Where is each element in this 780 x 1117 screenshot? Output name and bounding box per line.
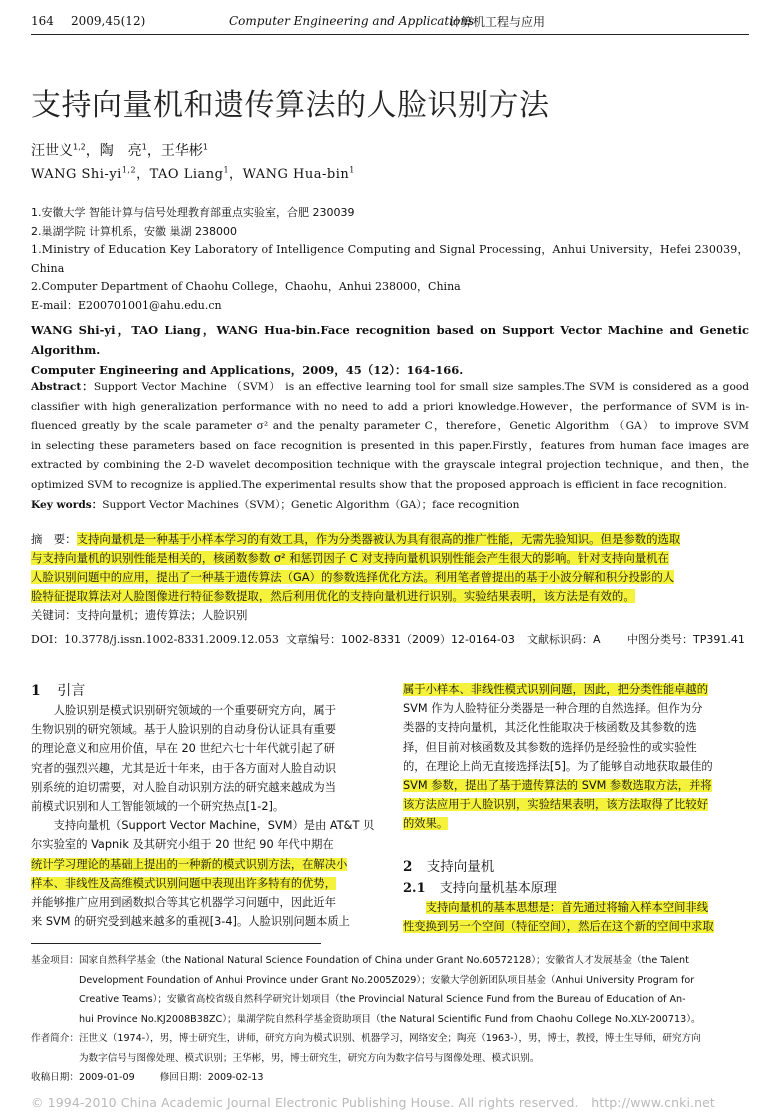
section-1-left-column: 人脸识别是模式识别研究领域的一个重要研究方向，属于 生物识别的研究领域。基于人脸识别的自动身份认证具有重要 的理论意义和应用价值，早在 20 世纪六七十年代就引起了研 究者的强烈兴趣，尤其是近十年来，由于各方面对人脸自动识 别系统的迫切需要，对人脸自动识别方法的研究越来越成为当 前模式识别和人工智能领域的一个研究热点[1-2]。 支持向量机（Support Vector Machine，SVM）是由 AT&T 贝 尔实验室的 Vapnik 及其研究小组于 20 世纪 90 年代中期在 统计学习理论的基础上提出的一种新的模式识别方法，在解决小 样本、非线性及高维模式识别问题中表现出许多特有的优势， 并能够推广应用到函数拟合等其它机器学习问题中，因此近年 来 SVM 的研究受到越来越多的重视[3-4]。人脸识别问题本质上 [31,704,375,929]
abstract-cn: 摘 要：支持向量机是一种基于小样本学习的有效工具，作为分类器被认为具有很高的推广性能，无需先验知识。但是参数的选取 与支持向量机的识别性能是相关的，核函数参数 σ² 和惩罚因子 C 对支持向量机识别性能会产生很大的影响。针对支持向量机在 人脸识别问题中的应用，提出了一种基于遗传算法（GA）的参数选择优化方法。利用笔者曾提出的基于小波分解和积分投影的人 脸特征提取算法对人脸图像进行特征参数提取，然后利用优化的支持向量机进行识别。实验结果表明，该方法是有效的。 关键词：支持向量机；遗传算法；人脸识别 [31,530,751,625]
journal-name-en: Computer Engineering and Applications [229,14,475,28]
revised-date: 修回日期：2009-02-13 [159,1072,264,1083]
footnote-rule [31,943,321,944]
section-2-heading: 2 支持向量机 [403,859,495,875]
keywords-en: Support Vector Machines（SVM）；Genetic Algorithm（GA）；face recognition [102,498,520,511]
citation-line-1: WANG Shi-yi，TAO Liang，WANG Hua-bin.Face recognition based on Support Vector Machine and Genetic Algorithm. [31,323,749,357]
author-1-en: WANG Shi-yi [31,167,122,182]
subsection-2-1-heading: 2.1 支持向量机基本原理 [403,881,557,896]
section-1-right-column: 属于小样本、非线性模式识别问题，因此，把分类性能卓越的 SVM 作为人脸特征分类器是一种合理的自然选择。但作为分 类器的支持向量机，其泛化性能取决于核函数及其参数的选 择，但目前对核函数及其参数的选择仍是经验性的或实验性 的，在理论上尚无直接选择法[5]。为了能够自动地获取最佳的 SVM 参数，提出了基于遗传算法的 SVM 参数选取方法，并将 该方法应用于人脸识别，实验结果表明，该方法取得了比较好 的效果。 [403,683,713,831]
author-1-cn: 汪世义 [31,143,73,159]
affiliation-2-en: 2.Computer Department of Chaohu College，Chaohu，Anhui 238000，China [31,280,461,293]
affiliation-2-cn: 2.巢湖学院 计算机系，安徽 巢湖 238000 [31,224,237,238]
doi: DOI：10.3778/j.issn.1002-8331.2009.12.053 [31,633,279,646]
author-2-en: TAO Liang [149,167,224,182]
document-code: 文献标识码：A [527,633,601,646]
abstract-cn-label: 摘 要： [31,532,77,546]
subsection-2-1-body: 支持向量机的基本思想是：首先通过将输入样本空间非线 性变换到另一个空间（特征空间），然后在这个新的空间中求取 [403,901,714,933]
journal-name-cn: 计算机工程与应用 [449,15,546,29]
abstract-label: Abstract： [31,381,94,393]
section-1-heading: 1 引言 [31,683,86,699]
header-rule [31,34,749,35]
author-bio-label: 作者简介： [31,1033,79,1044]
email: E-mail：E200701001@ahu.edu.cn [31,298,222,312]
funding-label: 基金项目： [31,955,79,966]
affiliations [31,204,751,315]
running-header [31,12,751,32]
paper-title: 支持向量机和遗传算法的人脸识别方法 [31,88,550,123]
copyright-watermark: © 1994-2010 China Academic Journal Electronic Publishing House. All rights reserved. http://www.cnki.net [31,1095,715,1110]
citation [31,320,749,380]
author-3-cn: 王华彬 [160,143,203,159]
affiliation-1-en: 1.Ministry of Education Key Laboratory of Intelligence Computing and Signal Processing，Anhui University，Hefei 230039，China [31,243,749,275]
authors-en: WANG Shi-yi$^{1,2}$，TAO Liang$^1$，WANG Hua-bin$^1$ [31,165,355,182]
clc-number: 中图分类号：TP391.41 [627,633,745,646]
abstract-en: Abstract：Support Vector Machine （SVM） is an effective learning tool for small size samples.The SVM is considered as a good classifier with high generalization performance with no need to add a priori knowledge.However，the performance of SVM is in- fluenced greatly by the scale parameter σ² and the penalty parameter C，therefore，Genetic Algorithm （GA） to improve SVM in selecting these parameters based on face recognition is presented in this paper.Firstly，features from human face images are extracted by combining the 2-D wavelet decomposition technique with the grayscale integral projection technique，and then，the optimized SVM to recognize is applied.The experimental results show that the proposed approach is efficient in face recognition. Key words：Support Vector Machines（SVM）；Genetic Algorithm（GA）；face recognition [31,381,749,511]
page-number: 164 [31,14,54,28]
authors-cn: 汪世义$^{1,2}$，陶 亮$^1$，王华彬$^1$ [31,142,208,159]
keywords-cn: 关键词：支持向量机；遗传算法；人脸识别 [31,608,248,622]
volume-issue: 2009,45(12) [71,14,146,28]
author-2-cn: 陶 亮 [99,143,142,159]
author-3-en: WANG Hua-bin [242,167,350,182]
article-number: 文章编号：1002-8331（2009）12-0164-03 [286,633,515,646]
keywords-label: Key words： [31,498,103,511]
citation-line-2: Computer Engineering and Applications，2009，45（12）：164-166. [31,363,464,377]
funding-footnote: 基金项目： 国家自然科学基金（the National Natural Science Foundation of China under Grant No.60572128）；安徽省人才发展基金（the Talent Development Foundation of Anhui Province under Grant No.2005Z029）；安徽大学创新团队项目基金（Anhui University Program for Creative Teams）；安徽省高校省级自然科学研究计划项目（the Provincial Natural Science Fund from the Bureau of Education of An- hui Province No.KJ2008B38ZC）；巢湖学院自然科学基金资助项目（the Natural Scientific Fund from Chaohu College No.XLY-200713）。 作者简介： 汪世义（1974-），男，博士研究生，讲师，研究方向为模式识别、机器学习，网络安全；陶亮（1963-），男，博士，教授，博士生导师，研究方向 为数字信号与图像处理、模式识别；王华彬，男，博士研究生，研究方向为数字信号与图像处理、模式识别。 收稿日期：2009-01-09 修回日期：2009-02-13 [31,951,751,1088]
affiliation-1-cn: 1.安徽大学 智能计算与信号处理教育部重点实验室，合肥 230039 [31,206,355,219]
received-date: 收稿日期：2009-01-09 [31,1072,135,1083]
